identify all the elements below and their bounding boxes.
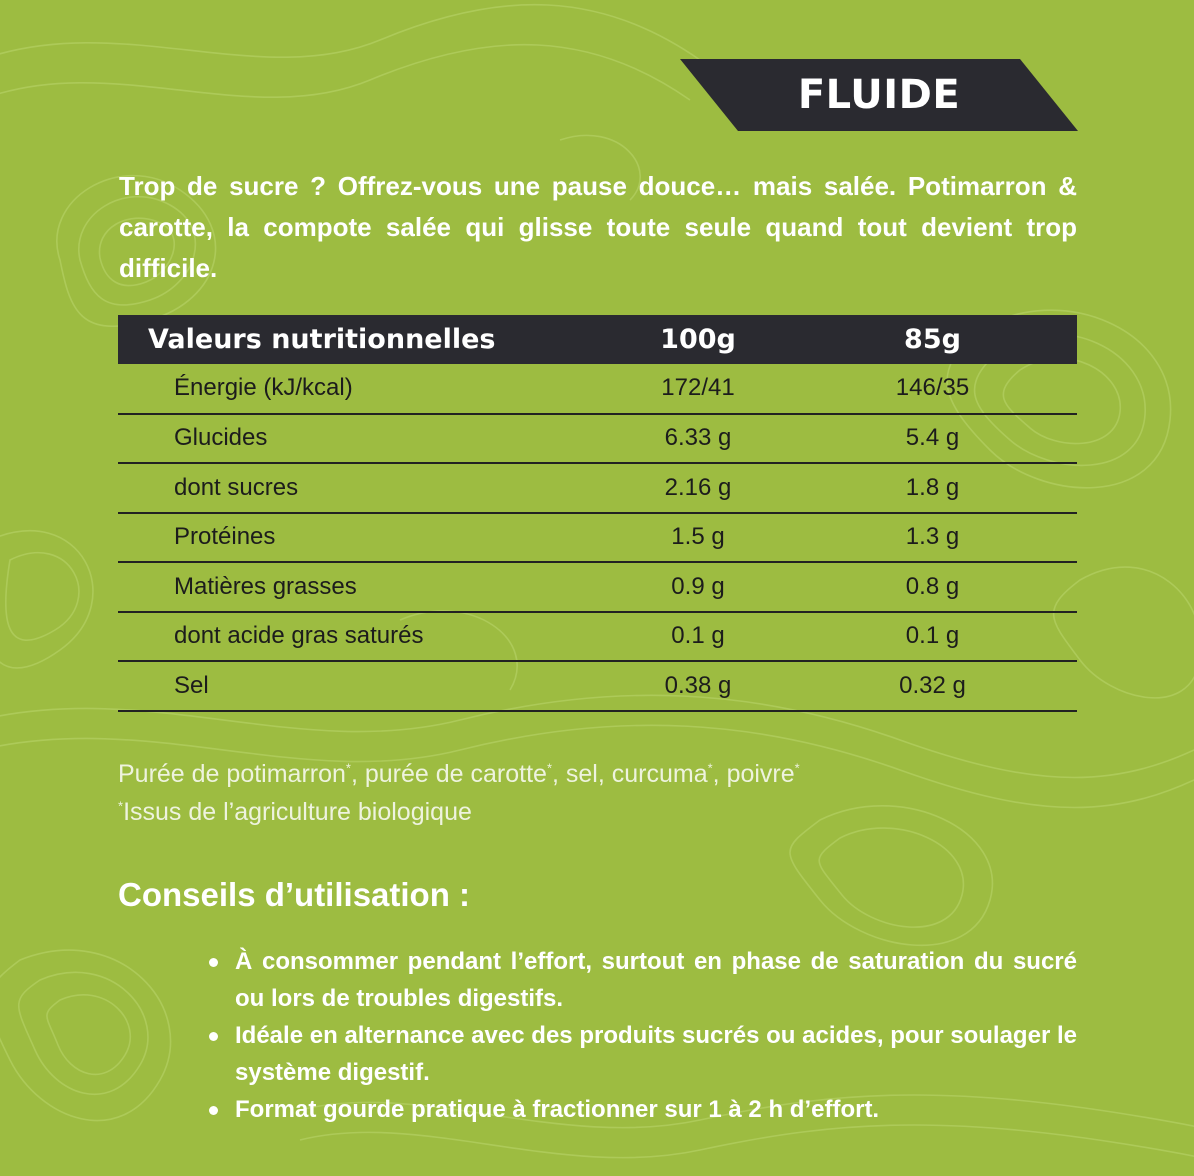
bullet-icon [209,1106,218,1115]
ingredients-list [118,755,1018,793]
organic-marker: * [707,760,713,776]
header-85g: 85g [904,324,961,355]
value-85g: 146/35 [788,364,1077,414]
ingredient-item: , purée de carotte [350,760,547,788]
header-label: Valeurs nutritionnelles [148,324,496,355]
organic-marker: * [546,760,552,776]
nutrient-label: dont acide gras saturés [118,612,608,662]
nutrient-label: Matières grasses [118,562,608,612]
table-row [118,661,1077,711]
nutrient-label: Protéines [118,513,608,563]
ingredient-item: , sel, curcuma [552,760,708,788]
value-100g: 0.1 g [608,612,788,662]
value-100g: 172/41 [608,364,788,414]
value-100g: 6.33 g [608,414,788,464]
organic-marker: * [118,798,124,814]
table-row [118,414,1077,464]
value-85g: 0.8 g [788,562,1077,612]
nutrient-label: Sel [118,661,608,711]
nutrition-header-row [118,315,1077,364]
list-item [206,1017,1077,1091]
usage-text: Format gourde pratique à fractionner sur 1 à 2 h d’effort. [235,1096,880,1123]
value-85g: 0.1 g [788,612,1077,662]
header-100g: 100g [660,324,736,355]
bullet-icon [209,958,218,967]
value-85g: 1.3 g [788,513,1077,563]
ingredient-item: , poivre [712,760,795,788]
table-row [118,364,1077,414]
table-row [118,612,1077,662]
organic-note [118,793,1018,831]
nutrient-label: dont sucres [118,463,608,513]
product-type-badge [680,59,1078,131]
table-row [118,513,1077,563]
table-row [118,562,1077,612]
list-item [206,943,1077,1017]
ingredients-block [118,755,1018,831]
bullet-icon [209,1032,218,1041]
table-row [118,463,1077,513]
list-item [206,1091,1077,1128]
organic-marker: * [794,760,800,776]
ingredient-item: Purée de potimarron [118,760,346,788]
value-100g: 0.9 g [608,562,788,612]
value-85g: 0.32 g [788,661,1077,711]
value-100g: 1.5 g [608,513,788,563]
usage-text: Idéale en alternance avec des produits sucrés ou acides, pour soulager le système digestif. [235,1022,1077,1086]
usage-list [206,943,1077,1128]
intro-text: Trop de sucre ? Offrez-vous une pause douce… mais salée. Potimarron & carotte, la compote salée qui glisse toute seule quand tout devient trop difficile. [119,171,1077,283]
badge-label: FLUIDE [797,72,961,118]
usage-title: Conseils d’utilisation : [118,876,471,913]
value-100g: 0.38 g [608,661,788,711]
value-85g: 5.4 g [788,414,1077,464]
usage-text: À consommer pendant l’effort, surtout en phase de saturation du sucré ou lors de troubles digestifs. [235,948,1077,1012]
value-100g: 2.16 g [608,463,788,513]
nutrition-table [118,315,1077,712]
organic-note-text: Issus de l’agriculture biologique [123,798,472,826]
value-85g: 1.8 g [788,463,1077,513]
nutrient-label: Énergie (kJ/kcal) [118,364,608,414]
nutrient-label: Glucides [118,414,608,464]
organic-marker: * [345,760,351,776]
